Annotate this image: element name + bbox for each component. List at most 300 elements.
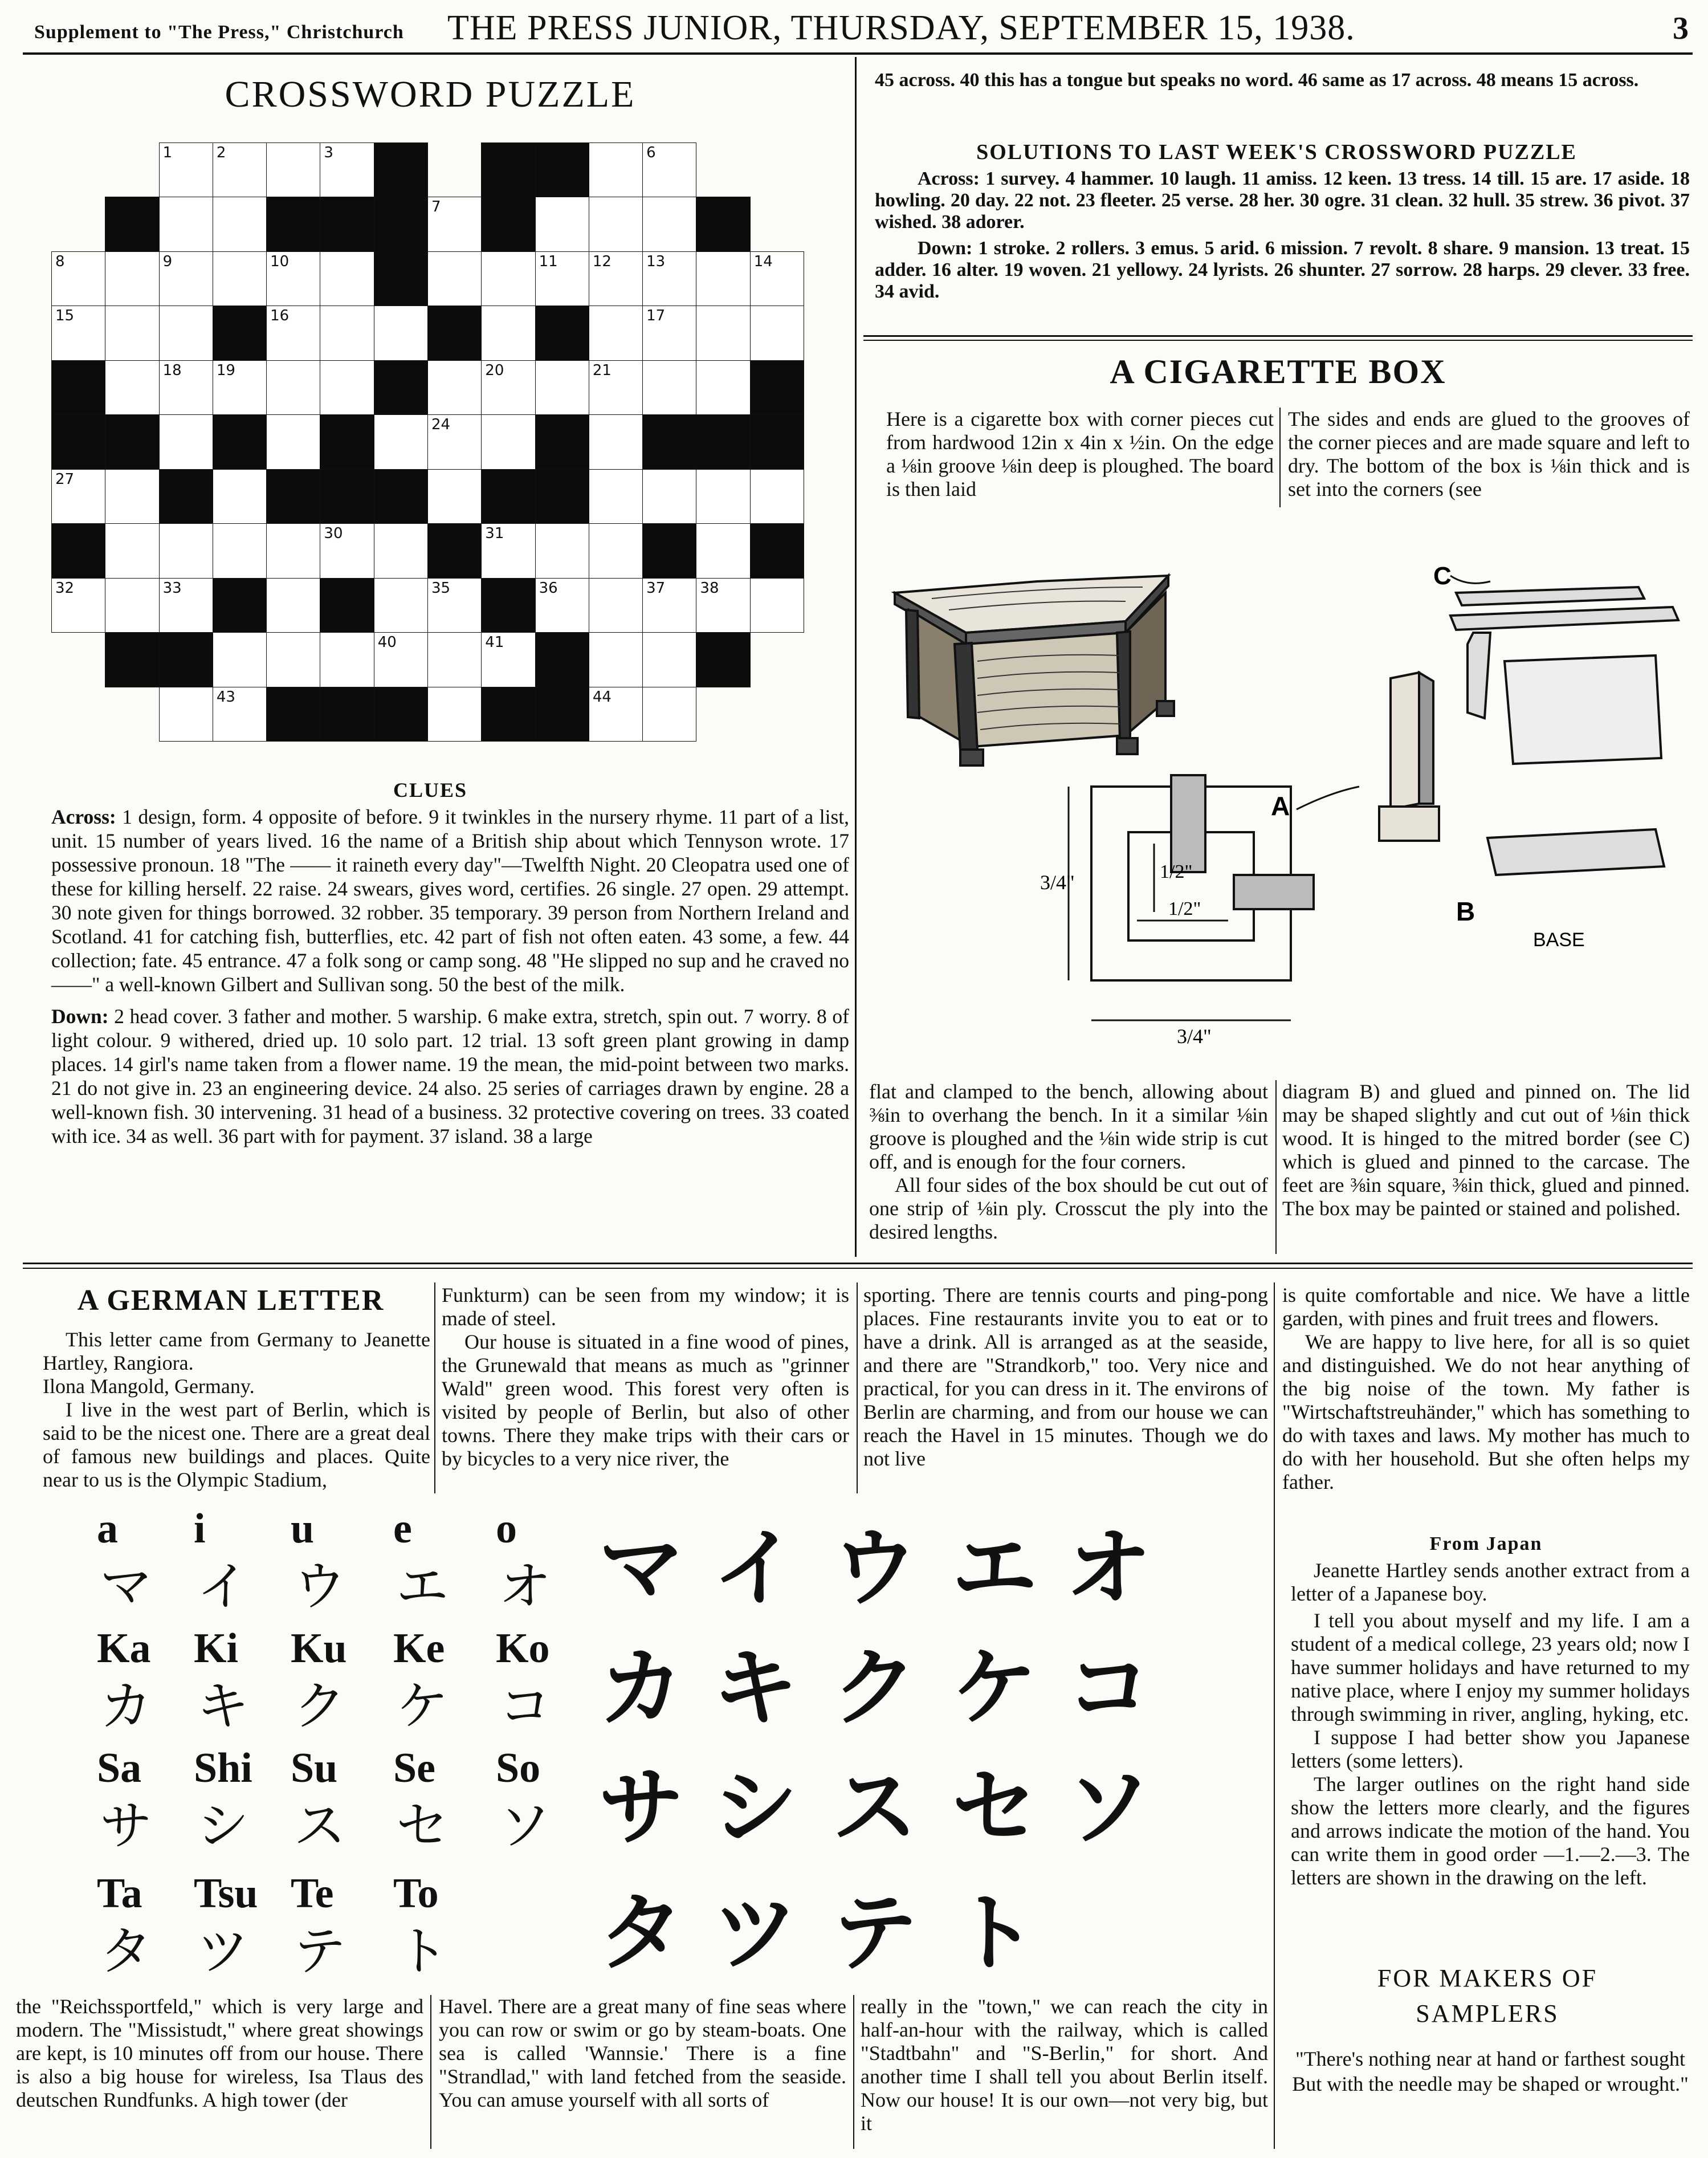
- romaji-label: Ke: [393, 1625, 445, 1672]
- grid-cell-black: [320, 197, 374, 251]
- grid-cell: [589, 197, 643, 251]
- grid-number: 20: [485, 361, 504, 379]
- grid-cell: [320, 306, 374, 360]
- label-base: BASE: [1533, 929, 1585, 951]
- katakana-stroke-order: ソ: [1066, 1758, 1152, 1858]
- grid-cell-black: [213, 578, 267, 633]
- grid-cell: [159, 523, 213, 578]
- grid-cell-black: [750, 523, 804, 578]
- grid-cell: [105, 306, 159, 360]
- grid-cell-black: [696, 414, 750, 469]
- grid-cell: [642, 578, 696, 633]
- grid-number: 13: [646, 253, 666, 270]
- grid-cell: [696, 523, 750, 578]
- katakana-stroke-order: ス: [832, 1758, 918, 1858]
- grid-cell: [481, 251, 535, 306]
- grid-cell: [427, 414, 482, 469]
- column-divider: [1279, 408, 1281, 507]
- svg-text:1/2": 1/2": [1160, 861, 1193, 882]
- grid-cell-black: [320, 414, 374, 469]
- newspaper-title: THE PRESS JUNIOR, THURSDAY, SEPTEMBER 15, 1938.: [447, 9, 1355, 47]
- grid-cell-black: [374, 469, 428, 524]
- katakana-char: ソ: [499, 1797, 552, 1855]
- grid-cell-black: [535, 687, 589, 742]
- grid-cell: [213, 469, 267, 524]
- label-b: B: [1456, 897, 1475, 926]
- down-clues-continued: 45 across. 40 this has a tongue but speaks no word. 46 same as 17 across. 48 means 15 across.: [875, 70, 1639, 91]
- grid-cell-black: [51, 360, 105, 415]
- grid-cell: [535, 523, 589, 578]
- grid-cell: [320, 523, 374, 578]
- from-japan-heading: From Japan: [1429, 1533, 1543, 1554]
- grid-cell: [374, 578, 428, 633]
- grid-cell-black: [213, 306, 267, 360]
- grid-cell: [696, 469, 750, 524]
- grid-cell-black: [481, 469, 535, 524]
- grid-cell-black: [696, 632, 750, 687]
- japan-p1: Jeanette Hartley sends another extract from a letter of a Japanese boy.: [1291, 1559, 1690, 1605]
- grid-cell: [266, 251, 320, 306]
- grid-number: 7: [431, 198, 441, 216]
- grid-cell: [427, 578, 482, 633]
- cigbox-col1-bottom-p1: flat and clamped to the bench, allowing about ⅜in to overhang the bench. In it a similar ⅛in groove is ploughed and the ⅛in wide strip is cut off, and is enough for the four corners.: [869, 1080, 1268, 1173]
- katakana-stroke-order: セ: [952, 1758, 1038, 1858]
- katakana-char: シ: [197, 1797, 250, 1855]
- column-divider: [1275, 1080, 1277, 1254]
- solutions-across-label: Across:: [918, 168, 980, 189]
- grid-cell: [589, 414, 643, 469]
- section-rule: [23, 1268, 1693, 1269]
- romaji-label: Te: [291, 1870, 334, 1917]
- grid-cell: [481, 632, 535, 687]
- cigbox-col2-top: The sides and ends are glued to the grooves of the corner pieces and are made square and left to dry. The bottom of the box is ⅛in thick and is set into the corners (see: [1288, 408, 1690, 500]
- grid-cell-black: [481, 578, 535, 633]
- german-bottom-col3: really in the "town," we can reach the city in half-an-hour with the railway, which is called "Stadtbahn" and "S-Berlin," for short. And another time I shall tell you about Berlin itself. Now our house! It is our own—not very big, but it: [861, 1995, 1268, 2135]
- solutions-heading: SOLUTIONS TO LAST WEEK'S CROSSWORD PUZZLE: [976, 140, 1577, 164]
- grid-number: 17: [646, 307, 666, 325]
- grid-cell: [213, 687, 267, 742]
- grid-cell: [427, 469, 482, 524]
- katakana-char: ツ: [197, 1923, 250, 1981]
- grid-cell: [320, 142, 374, 197]
- katakana-stroke-order: ウ: [832, 1519, 918, 1618]
- grid-cell: [589, 360, 643, 415]
- solutions-across: 1 survey. 4 hammer. 10 laugh. 11 amiss. 12 keen. 13 tress. 14 till. 15 are. 17 aside. 18 howling. 20 day. 22 not. 23 fleeter. 25 verse. 28 her. 30 ogre. 31 clean. 32 hull. 35 strew. 36 pivot. 37 wished. 38 adorer.: [875, 168, 1690, 233]
- romaji-label: Ka: [97, 1625, 151, 1672]
- romaji-label: Su: [291, 1745, 338, 1791]
- german-col2: [442, 1284, 849, 1471]
- grid-cell: [642, 197, 696, 251]
- grid-number: 2: [216, 144, 226, 161]
- grid-cell: [374, 632, 428, 687]
- romaji-label: Tsu: [194, 1870, 258, 1917]
- grid-number: 38: [700, 579, 719, 597]
- japan-p2: I tell you about myself and my life. I am a student of a medical college, 23 years old; now I have summer holidays and have returned to my native place, where I enjoy my summer holidays through swimming in river, angling, hyking, etc.: [1291, 1609, 1690, 1725]
- grid-cell-black: [51, 523, 105, 578]
- grid-cell: [696, 360, 750, 415]
- grid-number: 31: [485, 525, 504, 543]
- samplers-title-line1: FOR MAKERS OF: [1377, 1964, 1598, 1992]
- grid-cell: [159, 197, 213, 251]
- katakana-char: セ: [396, 1797, 449, 1855]
- grid-number: 8: [55, 253, 65, 270]
- grid-cell: [213, 251, 267, 306]
- grid-cell-black: [535, 142, 589, 197]
- grid-cell: [427, 197, 482, 251]
- svg-text:1/2": 1/2": [1168, 898, 1201, 919]
- grid-cell-black: [535, 414, 589, 469]
- grid-cell: [266, 306, 320, 360]
- katakana-stroke-order: ク: [832, 1639, 918, 1738]
- katakana-stroke-order: タ: [598, 1884, 684, 1983]
- grid-cell-black: [266, 197, 320, 251]
- label-a: A: [1271, 791, 1290, 821]
- header-rule: [23, 52, 1693, 55]
- across-label: Across:: [51, 805, 116, 828]
- svg-text:3/4": 3/4": [1040, 871, 1075, 894]
- grid-number: 14: [753, 253, 773, 270]
- grid-number: 16: [270, 307, 290, 325]
- german-bottom-col2: Havel. There are a great many of fine seas where you can row or swim or go by steam-boats. One sea is called 'Wannsie.' There is a fine "Strandlad," with land fetched from the seaside. You can amuse yourself with all sorts of: [439, 1995, 846, 2111]
- katakana-char: ケ: [396, 1677, 449, 1736]
- grid-cell: [427, 251, 482, 306]
- supplement-label: Supplement to "The Press," Christchurch: [34, 22, 404, 43]
- grid-cell-black: [427, 306, 482, 360]
- grid-cell: [159, 578, 213, 633]
- grid-cell: [105, 360, 159, 415]
- grid-cell: [481, 306, 535, 360]
- grid-cell-black: [481, 142, 535, 197]
- katakana-stroke-order: マ: [598, 1519, 684, 1618]
- down-label: Down:: [51, 1005, 109, 1028]
- romaji-label: To: [393, 1870, 439, 1917]
- grid-number: 32: [55, 579, 75, 597]
- down-clues: 2 head cover. 3 father and mother. 5 warship. 6 make extra, stretch, spin out. 7 worry. 8 of light colour. 9 withered, dried up. 10 solo part. 12 trial. 13 soft green plant growing in damp places. 14 girl's name taken from a flower name. 19 the mean, the mid-point between two marks. 21 do not give in. 23 an engineering device. 24 also. 25 series of carriages drawn by engine. 28 a well-known fish. 30 intervening. 31 head of a business. 32 protective covering on trees. 33 coated with ice. 34 as well. 36 part with for payment. 37 island. 38 a large: [51, 1005, 849, 1147]
- section-rule: [23, 1263, 1693, 1264]
- grid-cell-black: [696, 197, 750, 251]
- japan-p4: The larger outlines on the right hand side show the letters more clearly, and the figures and arrows indicate the motion of the hand. You can write them in good order —1.—2.—3. The letters are shown in the drawing on the left.: [1291, 1773, 1690, 1889]
- katakana-char: キ: [197, 1677, 250, 1736]
- german-col1: [43, 1328, 430, 1492]
- grid-cell-black: [159, 632, 213, 687]
- column-divider: [857, 1282, 858, 1493]
- grid-cell-black: [266, 469, 320, 524]
- grid-cell: [750, 578, 804, 633]
- cigbox-col1-bottom: [869, 1080, 1268, 1244]
- samplers-title-line2: SAMPLERS: [1416, 2000, 1559, 2027]
- grid-cell: [105, 251, 159, 306]
- grid-cell-black: [374, 142, 428, 197]
- grid-cell: [266, 142, 320, 197]
- grid-number: 10: [270, 253, 290, 270]
- grid-cell: [589, 306, 643, 360]
- german-col1-sender: Ilona Mangold, Germany.: [43, 1375, 255, 1398]
- grid-cell: [642, 251, 696, 306]
- grid-number: 12: [592, 253, 612, 270]
- grid-number: 35: [431, 579, 451, 597]
- grid-cell-black: [51, 414, 105, 469]
- german-col1-intro: This letter came from Germany to Jeanette Hartley, Rangiora.: [43, 1328, 430, 1374]
- grid-cell-black: [481, 687, 535, 742]
- grid-cell-black: [374, 197, 428, 251]
- section-rule: [863, 335, 1693, 337]
- grid-cell: [535, 360, 589, 415]
- grid-number: 19: [216, 361, 235, 379]
- grid-cell: [589, 687, 643, 742]
- grid-cell: [589, 523, 643, 578]
- grid-cell: [266, 414, 320, 469]
- grid-cell: [535, 251, 589, 306]
- romaji-label: Ta: [97, 1870, 142, 1917]
- romaji-label: Ku: [291, 1625, 347, 1672]
- grid-cell: [642, 306, 696, 360]
- katakana-stroke-order: エ: [952, 1519, 1038, 1618]
- grid-cell-black: [266, 687, 320, 742]
- romaji-label: i: [194, 1505, 206, 1552]
- grid-cell-black: [642, 523, 696, 578]
- grid-cell-black: [481, 197, 535, 251]
- grid-number: 6: [646, 144, 656, 161]
- page-number: 3: [1673, 11, 1689, 46]
- grid-number: 21: [592, 361, 612, 379]
- grid-number: 11: [539, 253, 558, 270]
- grid-cell: [696, 251, 750, 306]
- grid-cell: [589, 251, 643, 306]
- romaji-label: Ko: [496, 1625, 550, 1672]
- japan-p3: I suppose I had better show you Japanese letters (some letters).: [1291, 1726, 1690, 1772]
- katakana-stroke-order: キ: [712, 1639, 798, 1738]
- romaji-label: Se: [393, 1745, 435, 1791]
- grid-number: 24: [431, 416, 451, 434]
- katakana-char: イ: [197, 1558, 250, 1616]
- katakana-char: マ: [100, 1558, 153, 1616]
- german-col2-p2: Our house is situated in a fine wood of pines, the Grunewald that means as much as "grinner Wald" green wood. This forest very often is visited by people of Berlin, but also of other towns. There they make trips with their cars or by bicycles to a very nice river, the: [442, 1330, 849, 1470]
- katakana-stroke-order: ツ: [712, 1884, 798, 1983]
- grid-number: 3: [324, 144, 333, 161]
- grid-cell: [159, 687, 213, 742]
- grid-cell: [213, 360, 267, 415]
- label-c: C: [1433, 562, 1452, 590]
- svg-text:3/4": 3/4": [1177, 1025, 1212, 1048]
- grid-number: 27: [55, 470, 75, 488]
- katakana-char: ウ: [294, 1558, 347, 1616]
- grid-number: 1: [162, 144, 173, 161]
- column-divider: [853, 1995, 854, 2149]
- column-divider: [430, 1995, 431, 2149]
- column-divider: [434, 1282, 435, 1493]
- grid-cell-black: [159, 469, 213, 524]
- romaji-label: Ki: [194, 1625, 239, 1672]
- samplers-poem: "There's nothing near at hand or farthest sought But with the needle may be shaped or wrought.": [1292, 2047, 1689, 2095]
- grid-cell: [51, 306, 105, 360]
- katakana-char: オ: [499, 1558, 552, 1616]
- german-col2-p1: Funkturm) can be seen from my window; it is made of steel.: [442, 1284, 849, 1330]
- grid-cell-black: [105, 414, 159, 469]
- column-divider: [855, 57, 857, 1257]
- german-letter-title: A GERMAN LETTER: [77, 1284, 385, 1317]
- cigbox-col1-top: Here is a cigarette box with corner pieces cut from hardwood 12in x 4in x ½in. On the edge a ⅛in groove ⅛in deep is ploughed. The board is then laid: [886, 408, 1274, 500]
- column-divider: [1274, 1282, 1275, 2149]
- german-col4-p1: is quite comfortable and nice. We have a little garden, with pines and fruit trees and flowers.: [1282, 1284, 1690, 1330]
- grid-cell: [535, 578, 589, 633]
- grid-number: 37: [646, 579, 666, 597]
- grid-cell-black: [320, 687, 374, 742]
- grid-cell: [481, 360, 535, 415]
- grid-number: 43: [216, 688, 235, 706]
- german-col4: [1282, 1284, 1690, 1494]
- grid-number: 18: [162, 361, 182, 379]
- katakana-stroke-order: ト: [952, 1884, 1038, 1983]
- cigarette-box-title: A CIGARETTE BOX: [1110, 353, 1446, 390]
- grid-cell: [642, 632, 696, 687]
- katakana-char: カ: [100, 1677, 153, 1736]
- german-col3: sporting. There are tennis courts and ping-pong places. Fine restaurants invite you to eat or to have a drink. All is arranged as at the seaside, and there are "Strandkorb," too. Very nice and practical, for you can dress in it. The environs of Berlin are charming, and from our house we can reach the Havel in 15 minutes. Though we do not live: [863, 1284, 1268, 1470]
- grid-number: 41: [485, 634, 504, 652]
- katakana-stroke-order: オ: [1066, 1519, 1152, 1618]
- grid-cell: [51, 469, 105, 524]
- grid-cell: [320, 632, 374, 687]
- german-col4-p2: We are happy to live here, for all is so quiet and distinguished. We do not hear anything of the big noise of the town. My father is "Wirtschaftstreuhänder," which has something to do with taxes and laws. My mother has much to do with her household. But she often helps my father.: [1282, 1330, 1690, 1493]
- across-clues: 1 design, form. 4 opposite of before. 9 it twinkles in the nursery rhyme. 11 part of a list, unit. 15 number of years lived. 16 the name of a British ship about which Tennyson wrote. 17 possessive pronoun. 18 "The —— it raineth every day"—Twelfth Night. 20 Cleopatra used one of these for killing herself. 22 raise. 24 swears, gives word, certifies. 26 single. 27 open. 29 attempt. 30 note given for things borrowed. 32 robber. 35 temporary. 39 person from Northern Ireland and Scotland. 41 for catching fish, butterflies, etc. 42 part of fish not often eaten. 43 some, a few. 44 collection; fate. 45 entrance. 47 a folk song or camp song. 48 "He slipped no sup and he craved no ——" a well-known Gilbert and Sullivan song. 50 the best of the milk.: [51, 805, 850, 996]
- grid-cell: [696, 306, 750, 360]
- solutions-down-label: Down:: [918, 238, 973, 259]
- grid-cell: [535, 197, 589, 251]
- grid-cell: [589, 578, 643, 633]
- grid-cell: [213, 197, 267, 251]
- grid-cell: [589, 142, 643, 197]
- samplers-title: [1279, 1961, 1695, 2031]
- katakana-stroke-order: テ: [832, 1884, 918, 1983]
- grid-cell: [51, 251, 105, 306]
- grid-cell: [266, 360, 320, 415]
- grid-cell: [427, 687, 482, 742]
- romaji-label: u: [291, 1505, 315, 1552]
- grid-cell-black: [213, 414, 267, 469]
- katakana-char: ク: [294, 1677, 347, 1736]
- grid-cell: [374, 414, 428, 469]
- grid-cell: [105, 523, 159, 578]
- german-col1-p2: I live in the west part of Berlin, which is said to be the nicest one. There are a great deal of famous new buildings and places. Quite near to us is the Olympic Stadium,: [43, 1398, 430, 1491]
- grid-cell-black: [320, 469, 374, 524]
- katakana-char: タ: [100, 1923, 153, 1981]
- grid-cell: [266, 632, 320, 687]
- grid-cell: [481, 414, 535, 469]
- grid-cell: [427, 360, 482, 415]
- cigbox-col2-bottom: diagram B) and glued and pinned on. The lid may be shaped slightly and cut out of ⅛in thick wood. It is hinged to the mitred border (see C) which is glued and pinned to the carcase. The feet are ⅜in square, ⅜in thick, glued and pinned. The box may be painted or stained and polished.: [1282, 1080, 1690, 1220]
- grid-cell: [320, 360, 374, 415]
- grid-cell: [51, 578, 105, 633]
- katakana-stroke-order: コ: [1066, 1639, 1152, 1738]
- grid-cell: [105, 469, 159, 524]
- grid-cell: [159, 142, 213, 197]
- grid-cell: [374, 523, 428, 578]
- grid-cell: [374, 306, 428, 360]
- grid-cell: [213, 142, 267, 197]
- german-bottom-col1: the "Reichssportfeld," which is very large and modern. The "Missistudt," where great showings are kept, is 10 minutes off from our house. There is also a big house for wireless, Isa Tlaus des deutschen Rundfunks. A high tower (der: [16, 1995, 423, 2111]
- grid-cell-black: [535, 632, 589, 687]
- katakana-char: ト: [396, 1923, 449, 1981]
- grid-cell: [642, 687, 696, 742]
- cigbox-col1-bottom-p2: All four sides of the box should be cut out of one strip of ⅛in ply. Crosscut the ply into the desired lengths.: [869, 1174, 1268, 1243]
- romaji-label: So: [496, 1745, 541, 1791]
- grid-cell: [481, 523, 535, 578]
- grid-cell: [589, 632, 643, 687]
- romaji-label: Sa: [97, 1745, 142, 1791]
- clues-body: [51, 805, 849, 1156]
- katakana-stroke-order: カ: [598, 1639, 684, 1738]
- grid-number: 44: [592, 688, 612, 706]
- grid-cell-black: [374, 251, 428, 306]
- grid-cell: [750, 251, 804, 306]
- katakana-stroke-order: サ: [598, 1758, 684, 1858]
- katakana-char: エ: [396, 1558, 449, 1616]
- grid-cell: [589, 469, 643, 524]
- grid-cell: [266, 578, 320, 633]
- grid-cell: [266, 523, 320, 578]
- romaji-label: a: [97, 1505, 118, 1552]
- katakana-char: テ: [294, 1923, 347, 1981]
- grid-cell: [696, 578, 750, 633]
- grid-cell: [642, 469, 696, 524]
- grid-cell-black: [750, 360, 804, 415]
- grid-cell-black: [320, 578, 374, 633]
- grid-cell: [105, 578, 159, 633]
- romaji-label: Shi: [194, 1745, 252, 1791]
- crossword-grid: [51, 142, 804, 741]
- grid-cell: [750, 306, 804, 360]
- grid-cell-black: [374, 360, 428, 415]
- japan-letter: [1291, 1559, 1690, 1890]
- romaji-label: e: [393, 1505, 412, 1552]
- grid-cell-black: [535, 306, 589, 360]
- grid-cell: [213, 523, 267, 578]
- grid-cell: [213, 632, 267, 687]
- cigarette-box-illustration: [858, 547, 1695, 1049]
- katakana-stroke-order: イ: [712, 1519, 798, 1618]
- katakana-stroke-order: ケ: [952, 1639, 1038, 1738]
- grid-number: 9: [162, 253, 173, 270]
- grid-number: 33: [162, 579, 182, 597]
- katakana-char: コ: [499, 1677, 552, 1736]
- grid-cell-black: [374, 687, 428, 742]
- romaji-label: o: [496, 1505, 517, 1552]
- grid-cell: [159, 251, 213, 306]
- grid-cell: [750, 469, 804, 524]
- grid-cell-black: [535, 469, 589, 524]
- solutions-body: [875, 168, 1690, 303]
- clues-heading: CLUES: [393, 779, 468, 801]
- grid-cell: [427, 632, 482, 687]
- solutions-down: 1 stroke. 2 rollers. 3 emus. 5 arid. 6 mission. 7 revolt. 8 share. 9 mansion. 13 treat. 15 adder. 16 alter. 19 woven. 21 yellowy. 24 lyrists. 26 shunter. 27 sorrow. 28 harps. 29 clever. 33 free. 34 avid.: [875, 238, 1690, 302]
- grid-cell-black: [105, 632, 159, 687]
- katakana-stroke-order: シ: [712, 1758, 798, 1858]
- grid-cell: [159, 414, 213, 469]
- grid-cell-black: [642, 414, 696, 469]
- katakana-char: ス: [294, 1797, 347, 1855]
- grid-number: 30: [324, 525, 343, 543]
- grid-cell: [642, 142, 696, 197]
- katakana-chart: [97, 1505, 1248, 1995]
- grid-number: 15: [55, 307, 75, 325]
- katakana-char: サ: [100, 1797, 153, 1855]
- grid-cell-black: [105, 197, 159, 251]
- crossword-title: CROSSWORD PUZZLE: [225, 74, 636, 115]
- section-rule: [863, 340, 1693, 341]
- grid-cell: [159, 306, 213, 360]
- grid-cell: [159, 360, 213, 415]
- grid-cell-black: [750, 414, 804, 469]
- grid-number: 40: [377, 634, 397, 652]
